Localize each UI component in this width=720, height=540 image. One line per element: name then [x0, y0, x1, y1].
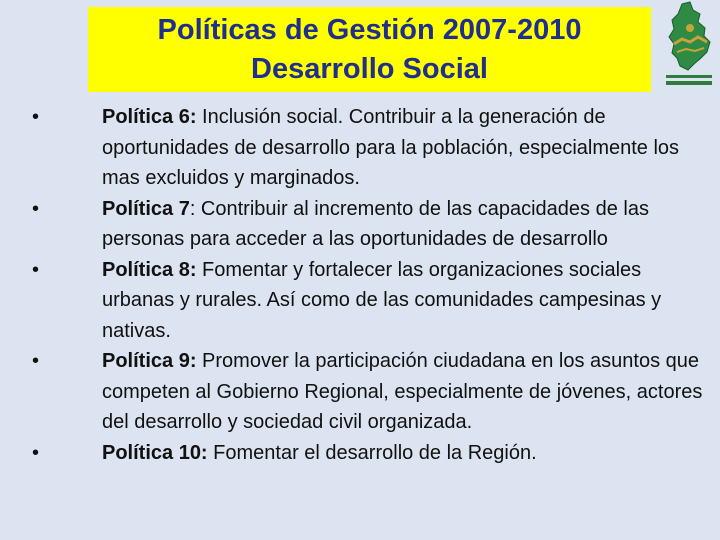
bullet-label: Política 8:	[102, 258, 197, 281]
title-line-2: Desarrollo Social	[251, 53, 488, 85]
list-item	[32, 255, 712, 347]
bullet-label: Política 6:	[102, 106, 197, 128]
bullet-label: Política 9:	[102, 350, 197, 372]
bullet-body: Fomentar el desarrollo de la Región.	[207, 441, 537, 464]
bullet-text	[102, 102, 712, 194]
bullet-text	[102, 346, 712, 438]
bullet-dot: •	[32, 197, 40, 220]
bullet-body: : Contribuir al incremento de las capacidades de las personas para acceder a las oportunidades de desarrollo	[102, 197, 649, 250]
list-item	[32, 102, 712, 194]
bullet-body: Promover la participación ciudadana en los asuntos que competen al Gobierno Regional, especialmente de jóvenes, actores del desarrollo y sociedad civil organizada.	[102, 350, 703, 433]
slide-title	[88, 7, 651, 92]
bullet-label: Política 7	[102, 197, 190, 220]
list-item	[32, 346, 712, 438]
bullet-text	[102, 194, 712, 255]
cajamarca-region-map-icon	[660, 0, 718, 92]
regional-government-logo	[660, 0, 718, 92]
bullet-dot: •	[32, 441, 40, 464]
bullet-dot: •	[32, 350, 40, 372]
bullet-dot: •	[32, 258, 40, 281]
list-item	[32, 194, 712, 255]
bullet-text	[102, 255, 712, 347]
bullet-text	[102, 438, 712, 469]
list-item	[32, 438, 712, 469]
title-line-1: Políticas de Gestión 2007-2010	[157, 14, 582, 46]
bullet-list	[32, 102, 712, 468]
bullet-dot: •	[32, 106, 40, 128]
bullet-body: Inclusión social. Contribuir a la generación de oportunidades de desarrollo para la población, especialmente los mas excluidos y marginados.	[102, 106, 680, 189]
bullet-body: Fomentar y fortalecer las organizaciones sociales urbanas y rurales. Así como de las comunidades campesinas y nativas.	[102, 258, 662, 342]
bullet-label: Política 10:	[102, 441, 208, 464]
